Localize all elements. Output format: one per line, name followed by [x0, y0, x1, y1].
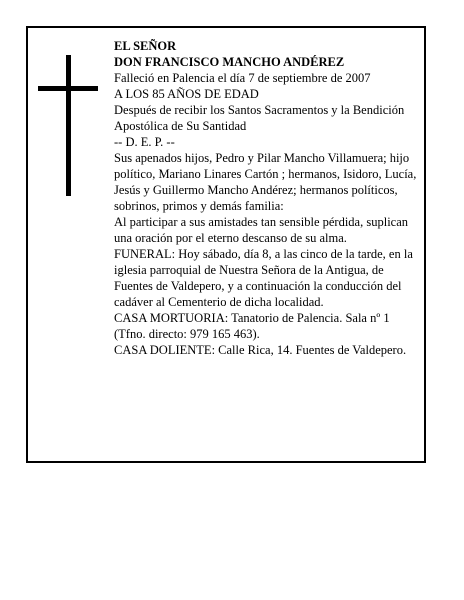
title-line-1: EL SEÑOR	[114, 39, 177, 53]
sacraments-line: Después de recibir los Santos Sacramentos y la Bendición Apostólica de Su Santidad	[114, 103, 405, 133]
funeral-paragraph: FUNERAL: Hoy sábado, día 8, a las cinco de la tarde, en la iglesia parroquial de Nuestra Señora de la Antigua, de Fuentes de Valdepero, y a continuación la conducción del cadáver al Cementerio de dicha localidad.	[114, 247, 413, 309]
home-paragraph: CASA DOLIENTE: Calle Rica, 14. Fuentes de Valdepero.	[114, 343, 407, 357]
mortuary-paragraph: CASA MORTUORIA: Tanatorio de Palencia. Sala nº 1 (Tfno. directo: 979 165 463).	[114, 311, 390, 341]
family-paragraph: Sus apenados hijos, Pedro y Pilar Mancho Villamuera; hijo político, Mariano Linares Cartón ; hermanos, Isidoro, Lucía, Jesús y Guillermo Mancho Andérez; hermanos políticos, sobrinos, primos y demás familia:	[114, 151, 417, 213]
obituary-text	[114, 38, 419, 358]
cross-vertical-bar	[66, 55, 71, 196]
age-line: A LOS 85 AÑOS DE EDAD	[114, 87, 259, 101]
request-paragraph: Al participar a sus amistades tan sensible pérdida, suplican una oración por el eterno descanso de su alma.	[114, 215, 409, 245]
death-notice: Falleció en Palencia el día 7 de septiembre de 2007	[114, 71, 371, 85]
rip-line: -- D. E. P. --	[114, 135, 175, 149]
cross-horizontal-bar	[38, 86, 98, 91]
deceased-name: DON FRANCISCO MANCHO ANDÉREZ	[114, 55, 345, 69]
